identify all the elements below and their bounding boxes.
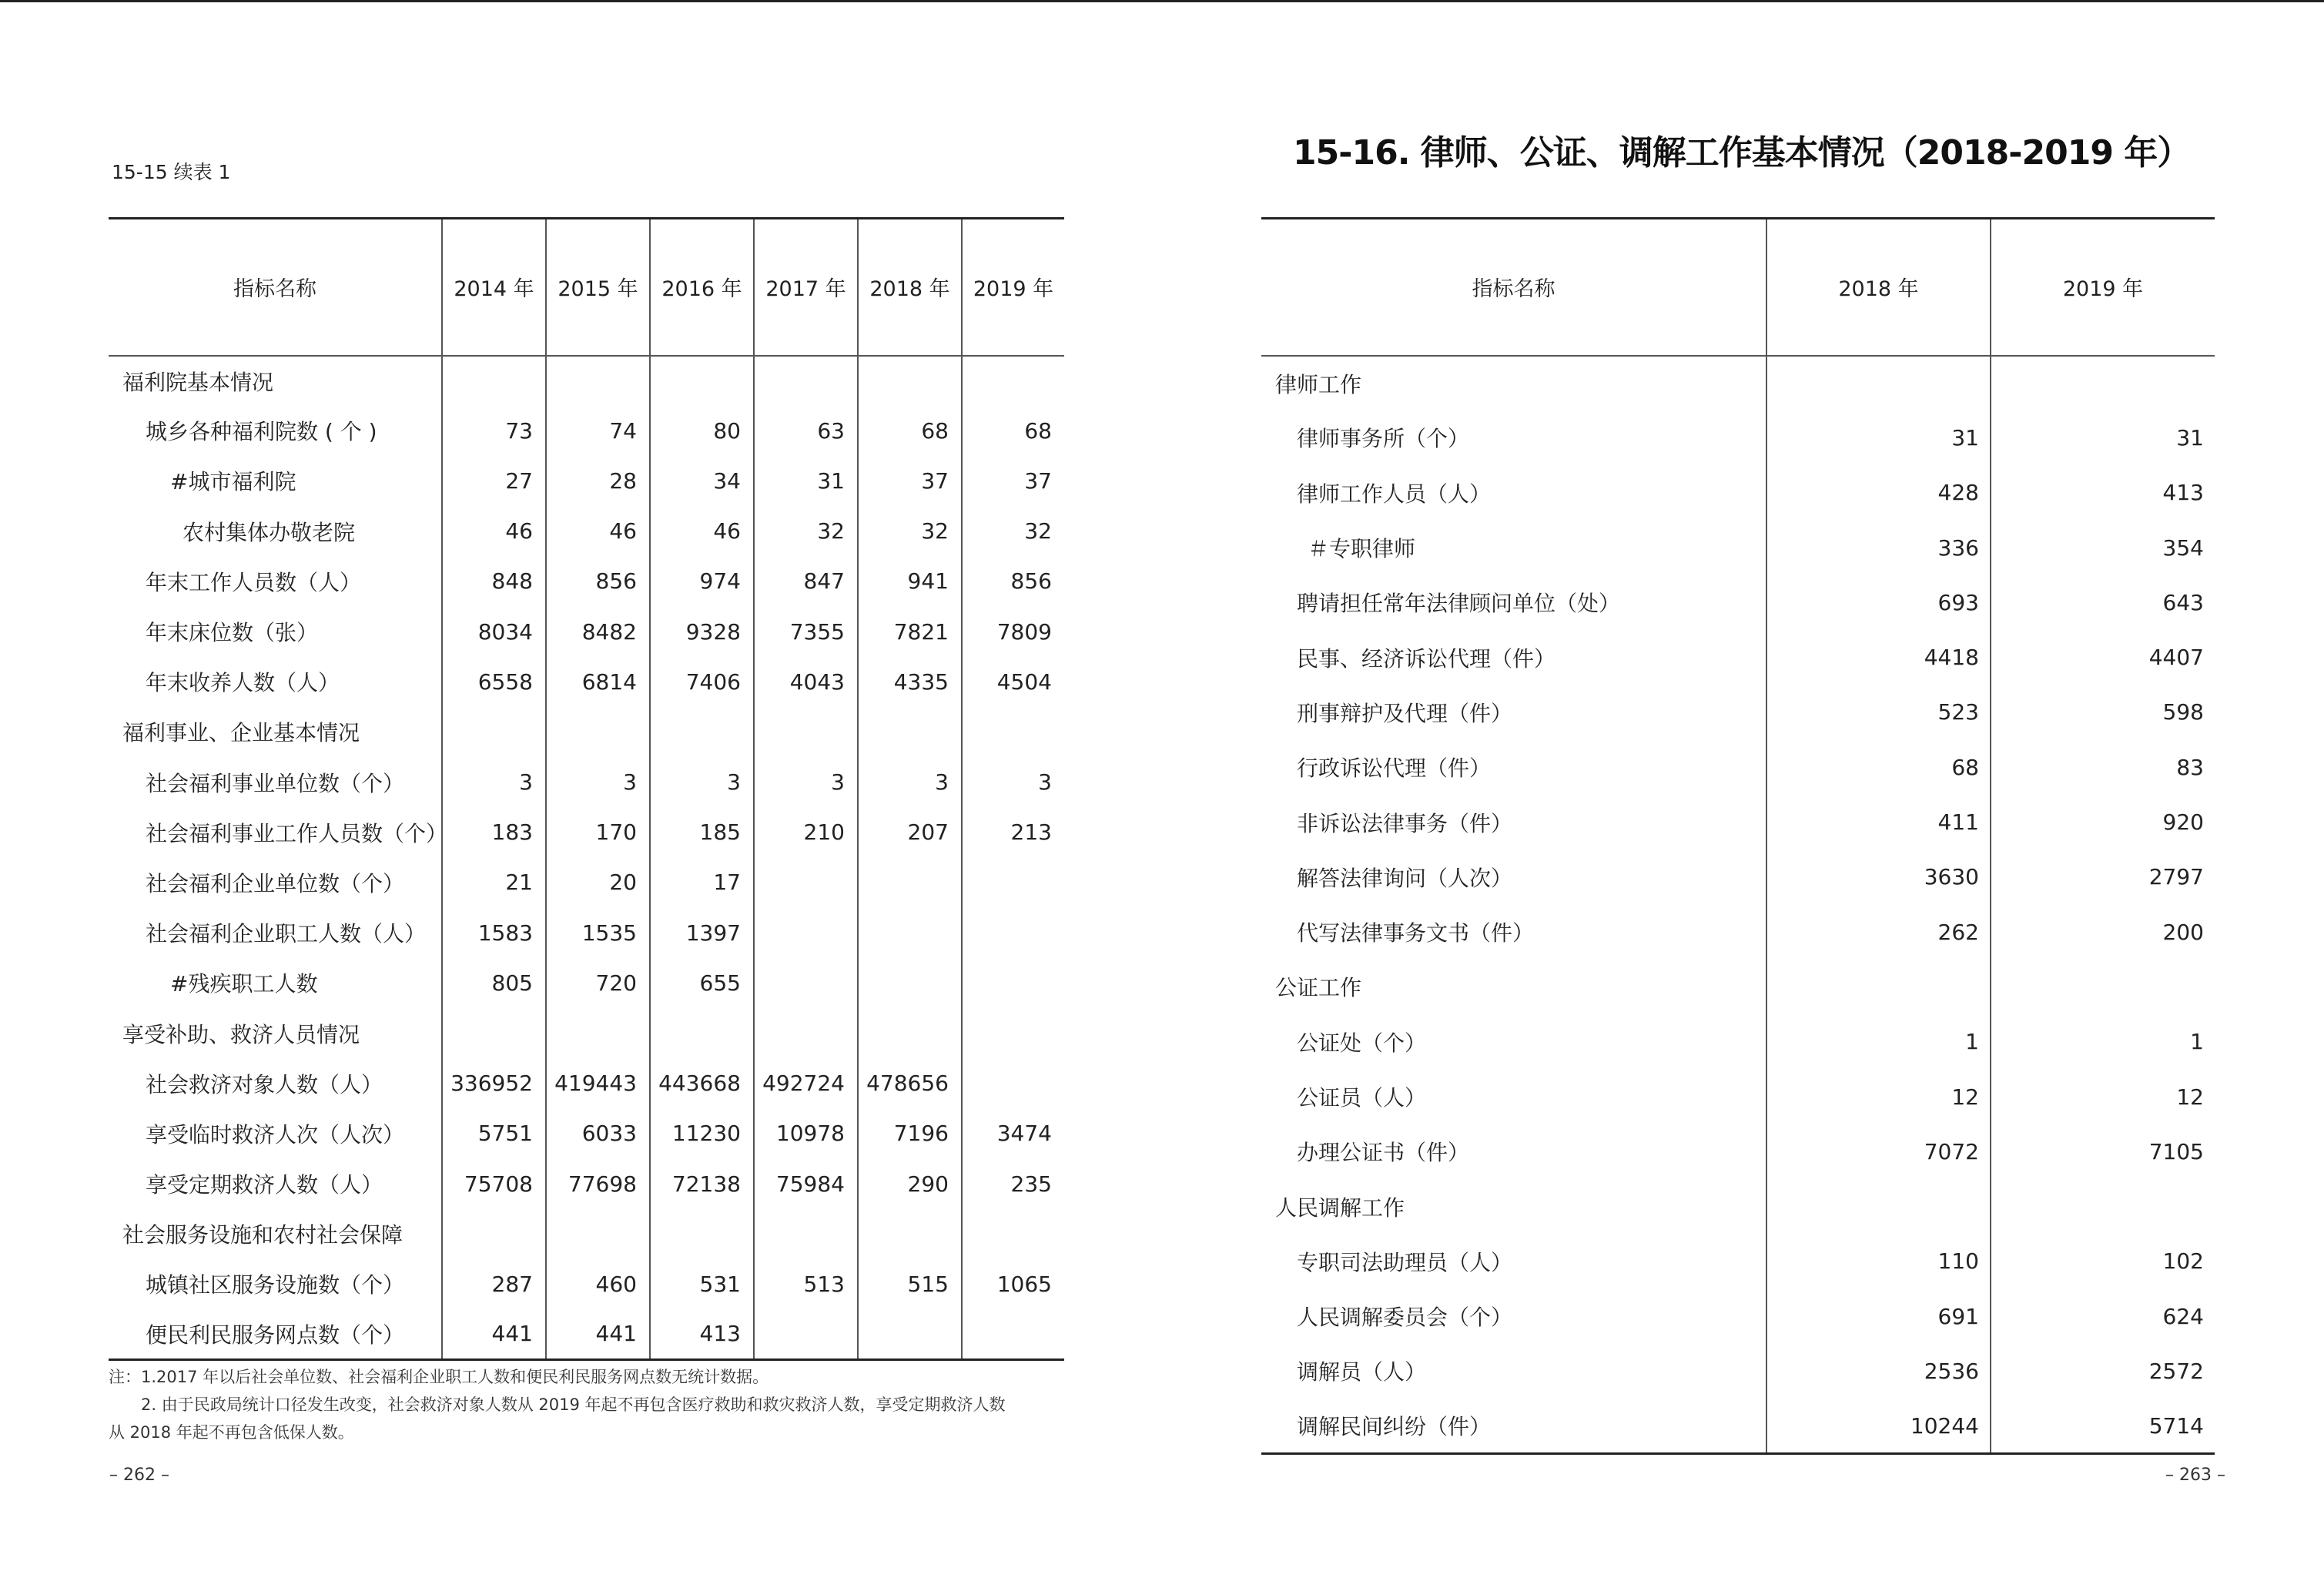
- value-cell: [754, 857, 858, 907]
- value-cell: 920: [1991, 795, 2215, 849]
- section-row: [1261, 960, 2215, 1014]
- table-row: [109, 1159, 1064, 1209]
- page-title: 15-16. 律师、公证、调解工作基本情况（2018-2019 年）: [1293, 133, 2191, 173]
- value-cell: [858, 707, 962, 757]
- value-cell: [962, 1309, 1064, 1359]
- table-row: [109, 1058, 1064, 1108]
- value-cell: 80: [650, 406, 754, 456]
- value-cell: [546, 1008, 650, 1058]
- table-row: [109, 857, 1064, 907]
- welfare-table: [109, 217, 1064, 1361]
- note-line: 注：1.2017 年以后社会单位数、社会福利企业职工人数和便民利民服务网点数无统计数据。: [109, 1368, 769, 1386]
- row-label: 律师事务所（个）: [1297, 426, 1470, 452]
- section-row: [1261, 356, 2215, 410]
- value-cell: 12: [1991, 1069, 2215, 1124]
- table-row: [1261, 795, 2215, 849]
- value-cell: 72138: [650, 1159, 754, 1209]
- value-cell: 235: [962, 1159, 1064, 1209]
- value-cell: 531: [650, 1259, 754, 1309]
- row-label: 年末工作人员数（人）: [146, 569, 362, 595]
- value-cell: 856: [962, 556, 1064, 606]
- value-cell: [962, 707, 1064, 757]
- row-label: 享受定期救济人数（人）: [146, 1172, 383, 1198]
- value-cell: 1397: [650, 908, 754, 958]
- value-cell: [442, 707, 546, 757]
- row-label: 律师工作: [1275, 371, 1362, 397]
- table-header-row: [109, 219, 1064, 356]
- value-cell: 110: [1766, 1234, 1991, 1288]
- table-row: [1261, 1014, 2215, 1069]
- value-cell: 941: [858, 556, 962, 606]
- value-cell: 2797: [1991, 849, 2215, 904]
- table-row: [1261, 630, 2215, 685]
- table-row: [1261, 1124, 2215, 1179]
- value-cell: 1: [1991, 1014, 2215, 1069]
- section-row: [109, 356, 1064, 406]
- value-cell: 3: [962, 757, 1064, 807]
- value-cell: [858, 1209, 962, 1259]
- value-cell: 643: [1991, 575, 2215, 630]
- value-cell: 7821: [858, 606, 962, 656]
- value-cell: 856: [546, 556, 650, 606]
- section-row: [1261, 1179, 2215, 1234]
- table-row: [1261, 410, 2215, 465]
- value-cell: 213: [962, 807, 1064, 857]
- row-label: 人民调解工作: [1275, 1194, 1405, 1221]
- value-cell: 691: [1766, 1289, 1991, 1344]
- header-year: 2015 年: [546, 219, 650, 356]
- row-label: 福利院基本情况: [122, 369, 274, 395]
- value-cell: [858, 958, 962, 1008]
- value-cell: [754, 1008, 858, 1058]
- table-row: [109, 556, 1064, 606]
- value-cell: 974: [650, 556, 754, 606]
- header-year: 2017 年: [754, 219, 858, 356]
- table-notes: [109, 1363, 1067, 1446]
- value-cell: 75984: [754, 1159, 858, 1209]
- value-cell: [546, 707, 650, 757]
- value-cell: 287: [442, 1259, 546, 1309]
- row-label: 民事、经济诉讼代理（件）: [1297, 645, 1556, 672]
- value-cell: 3: [442, 757, 546, 807]
- page-number: – 262 –: [109, 1466, 169, 1485]
- value-cell: 7072: [1766, 1124, 1991, 1179]
- value-cell: 31: [1991, 410, 2215, 465]
- value-cell: 2536: [1766, 1344, 1991, 1399]
- value-cell: 32: [858, 506, 962, 556]
- value-cell: 37: [962, 456, 1064, 506]
- value-cell: 262: [1766, 904, 1991, 959]
- row-label: 公证工作: [1275, 975, 1362, 1001]
- note-line: 从 2018 年起不再包含低保人数。: [109, 1423, 354, 1442]
- value-cell: 4335: [858, 657, 962, 707]
- row-label: #残疾职工人数: [170, 971, 318, 997]
- table-row: [1261, 1289, 2215, 1344]
- table-row: [1261, 1399, 2215, 1453]
- value-cell: 1: [1766, 1014, 1991, 1069]
- section-row: [109, 707, 1064, 757]
- value-cell: 478656: [858, 1058, 962, 1108]
- value-cell: 492724: [754, 1058, 858, 1108]
- right-page: [1162, 0, 2324, 1588]
- value-cell: 624: [1991, 1289, 2215, 1344]
- value-cell: 290: [858, 1159, 962, 1209]
- header-year: 2019 年: [1991, 219, 2215, 356]
- table-row: [109, 456, 1064, 506]
- value-cell: 77698: [546, 1159, 650, 1209]
- value-cell: 8034: [442, 606, 546, 656]
- value-cell: [1991, 960, 2215, 1014]
- value-cell: 847: [754, 556, 858, 606]
- value-cell: 3: [546, 757, 650, 807]
- row-label: 公证员（人）: [1297, 1085, 1427, 1111]
- row-label: 社会福利事业单位数（个）: [146, 770, 405, 796]
- value-cell: 68: [1766, 740, 1991, 795]
- value-cell: 7355: [754, 606, 858, 656]
- value-cell: [962, 1008, 1064, 1058]
- row-label: 公证处（个）: [1297, 1030, 1427, 1056]
- value-cell: 3: [650, 757, 754, 807]
- value-cell: 17: [650, 857, 754, 907]
- value-cell: 419443: [546, 1058, 650, 1108]
- value-cell: 74: [546, 406, 650, 456]
- value-cell: 21: [442, 857, 546, 907]
- value-cell: [1991, 356, 2215, 410]
- value-cell: 37: [858, 456, 962, 506]
- value-cell: [858, 1008, 962, 1058]
- value-cell: 413: [650, 1309, 754, 1359]
- value-cell: 27: [442, 456, 546, 506]
- value-cell: 6558: [442, 657, 546, 707]
- value-cell: [754, 1309, 858, 1359]
- value-cell: [754, 908, 858, 958]
- value-cell: 411: [1766, 795, 1991, 849]
- note-line: 2. 由于民政局统计口径发生改变，社会救济对象人数从 2019 年起不再包含医疗救助和救灾救济人数，享受定期救济人数: [141, 1395, 1006, 1414]
- value-cell: 4043: [754, 657, 858, 707]
- row-label: 社会福利企业单位数（个）: [146, 870, 405, 896]
- row-label: ＃专职律师: [1308, 536, 1416, 562]
- value-cell: [962, 1058, 1064, 1108]
- value-cell: 34: [650, 456, 754, 506]
- value-cell: 31: [1766, 410, 1991, 465]
- row-label: 农村集体办敬老院: [183, 519, 356, 545]
- value-cell: 720: [546, 958, 650, 1008]
- value-cell: [546, 356, 650, 406]
- table-row: [1261, 1344, 2215, 1399]
- value-cell: 428: [1766, 465, 1991, 520]
- row-label: 代写法律事务文书（件）: [1297, 920, 1535, 946]
- value-cell: 848: [442, 556, 546, 606]
- value-cell: [962, 1209, 1064, 1259]
- value-cell: 20: [546, 857, 650, 907]
- value-cell: 68: [858, 406, 962, 456]
- header-year: 2018 年: [858, 219, 962, 356]
- value-cell: 3474: [962, 1108, 1064, 1158]
- value-cell: [754, 958, 858, 1008]
- value-cell: 210: [754, 807, 858, 857]
- value-cell: 28: [546, 456, 650, 506]
- value-cell: 207: [858, 807, 962, 857]
- table-row: [1261, 1234, 2215, 1288]
- row-label: 调解民间纠纷（件）: [1261, 1399, 1766, 1453]
- row-label: 办理公证书（件）: [1297, 1140, 1470, 1166]
- value-cell: 441: [442, 1309, 546, 1359]
- value-cell: 354: [1991, 520, 2215, 575]
- value-cell: 8482: [546, 606, 650, 656]
- value-cell: 10244: [1766, 1399, 1991, 1453]
- value-cell: 32: [962, 506, 1064, 556]
- table-row: [1261, 904, 2215, 959]
- value-cell: 413: [1991, 465, 2215, 520]
- value-cell: 441: [546, 1309, 650, 1359]
- value-cell: [858, 1309, 962, 1359]
- table-header-row: [1261, 219, 2215, 356]
- row-label: 刑事辩护及代理（件）: [1297, 700, 1513, 726]
- value-cell: 4407: [1991, 630, 2215, 685]
- table-row: [109, 1108, 1064, 1158]
- value-cell: 7105: [1991, 1124, 2215, 1179]
- section-row: [109, 1008, 1064, 1058]
- value-cell: 68: [962, 406, 1064, 456]
- value-cell: [962, 958, 1064, 1008]
- value-cell: 3: [858, 757, 962, 807]
- row-label: 城乡各种福利院数 ( 个 ): [146, 419, 377, 445]
- value-cell: 46: [650, 506, 754, 556]
- value-cell: 10978: [754, 1108, 858, 1158]
- row-label: 享受补助、救济人员情况: [122, 1021, 360, 1047]
- value-cell: 31: [754, 456, 858, 506]
- value-cell: 5714: [1991, 1399, 2215, 1453]
- row-label: 人民调解委员会（个）: [1297, 1305, 1513, 1331]
- value-cell: [754, 707, 858, 757]
- value-cell: 73: [442, 406, 546, 456]
- value-cell: 336952: [442, 1058, 546, 1108]
- value-cell: 1065: [962, 1259, 1064, 1309]
- value-cell: [754, 356, 858, 406]
- header-year: 2016 年: [650, 219, 754, 356]
- value-cell: 693: [1766, 575, 1991, 630]
- row-label: 专职司法助理员（人）: [1297, 1249, 1513, 1275]
- value-cell: 102: [1991, 1234, 2215, 1288]
- table-row: [109, 1259, 1064, 1309]
- value-cell: 7196: [858, 1108, 962, 1158]
- value-cell: [1766, 1179, 1991, 1234]
- page-number: – 263 –: [2165, 1466, 2225, 1485]
- value-cell: 3: [754, 757, 858, 807]
- table-row: [1261, 520, 2215, 575]
- value-cell: [442, 356, 546, 406]
- table-row: [1261, 685, 2215, 739]
- table-row: [109, 958, 1064, 1008]
- table-row: [109, 606, 1064, 656]
- value-cell: 5751: [442, 1108, 546, 1158]
- value-cell: [546, 1209, 650, 1259]
- value-cell: [962, 908, 1064, 958]
- section-row: [109, 1209, 1064, 1259]
- value-cell: 200: [1991, 904, 2215, 959]
- value-cell: [858, 857, 962, 907]
- value-cell: 9328: [650, 606, 754, 656]
- row-label: 社会服务设施和农村社会保障: [122, 1222, 404, 1248]
- table-subtitle: 15-15 续表 1: [112, 161, 231, 183]
- value-cell: [650, 707, 754, 757]
- value-cell: 185: [650, 807, 754, 857]
- value-cell: [754, 1209, 858, 1259]
- value-cell: [1766, 960, 1991, 1014]
- table-row: [109, 908, 1064, 958]
- value-cell: 598: [1991, 685, 2215, 739]
- row-label: 年末床位数（张）: [146, 620, 319, 646]
- row-label: 聘请担任常年法律顾问单位（处）: [1297, 591, 1621, 617]
- row-label: 调解员（人）: [1297, 1359, 1427, 1385]
- row-label: 非诉讼法律事务（件）: [1297, 810, 1513, 836]
- row-label: 律师工作人员（人）: [1297, 481, 1492, 507]
- value-cell: 6033: [546, 1108, 650, 1158]
- row-label: 年末收养人数（人）: [146, 670, 340, 696]
- table-row: [109, 506, 1064, 556]
- row-label: 社会救济对象人数（人）: [146, 1071, 383, 1097]
- value-cell: 170: [546, 807, 650, 857]
- header-year: 2014 年: [442, 219, 546, 356]
- value-cell: [650, 356, 754, 406]
- header-year: 2018 年: [1766, 219, 1991, 356]
- table-row: [1261, 849, 2215, 904]
- legal-work-table: [1261, 217, 2215, 1455]
- value-cell: [442, 1008, 546, 1058]
- value-cell: 805: [442, 958, 546, 1008]
- row-label: 行政诉讼代理（件）: [1297, 755, 1492, 782]
- row-label: 享受临时救济人次（人次）: [146, 1121, 405, 1147]
- value-cell: 655: [650, 958, 754, 1008]
- table-row: [109, 406, 1064, 456]
- value-cell: [1766, 356, 1991, 410]
- row-label: 便民利民服务网点数（个）: [109, 1309, 442, 1359]
- value-cell: 12: [1766, 1069, 1991, 1124]
- table-row: [1261, 575, 2215, 630]
- value-cell: 75708: [442, 1159, 546, 1209]
- value-cell: 4418: [1766, 630, 1991, 685]
- value-cell: 46: [546, 506, 650, 556]
- row-label: 解答法律询问（人次）: [1297, 865, 1513, 891]
- value-cell: [858, 356, 962, 406]
- value-cell: 32: [754, 506, 858, 556]
- table-row: [109, 657, 1064, 707]
- value-cell: 7406: [650, 657, 754, 707]
- row-label: 社会福利事业工作人员数（个）: [146, 820, 448, 846]
- value-cell: 523: [1766, 685, 1991, 739]
- header-year: 2019 年: [962, 219, 1064, 356]
- value-cell: 7809: [962, 606, 1064, 656]
- row-label: 福利事业、企业基本情况: [122, 720, 360, 746]
- table-row: [1261, 1069, 2215, 1124]
- table-row: [109, 757, 1064, 807]
- value-cell: 3630: [1766, 849, 1991, 904]
- value-cell: 1535: [546, 908, 650, 958]
- value-cell: 460: [546, 1259, 650, 1309]
- value-cell: [858, 908, 962, 958]
- value-cell: 46: [442, 506, 546, 556]
- value-cell: [442, 1209, 546, 1259]
- value-cell: 183: [442, 807, 546, 857]
- value-cell: 1583: [442, 908, 546, 958]
- value-cell: [650, 1008, 754, 1058]
- value-cell: 4504: [962, 657, 1064, 707]
- value-cell: [962, 356, 1064, 406]
- value-cell: [650, 1209, 754, 1259]
- value-cell: [1991, 1179, 2215, 1234]
- table-row: [1261, 465, 2215, 520]
- value-cell: 513: [754, 1259, 858, 1309]
- row-label: 社会福利企业职工人数（人）: [146, 921, 427, 947]
- value-cell: 336: [1766, 520, 1991, 575]
- value-cell: 6814: [546, 657, 650, 707]
- value-cell: 2572: [1991, 1344, 2215, 1399]
- value-cell: 515: [858, 1259, 962, 1309]
- header-indicator-name: 指标名称: [109, 219, 442, 356]
- row-label: 城镇社区服务设施数（个）: [146, 1272, 405, 1298]
- value-cell: 443668: [650, 1058, 754, 1108]
- value-cell: 83: [1991, 740, 2215, 795]
- table-row: [109, 1309, 1064, 1359]
- value-cell: 63: [754, 406, 858, 456]
- row-label: #城市福利院: [170, 469, 296, 495]
- header-indicator-name: 指标名称: [1261, 219, 1766, 356]
- value-cell: 11230: [650, 1108, 754, 1158]
- table-row: [1261, 740, 2215, 795]
- value-cell: [962, 857, 1064, 907]
- table-row: [109, 807, 1064, 857]
